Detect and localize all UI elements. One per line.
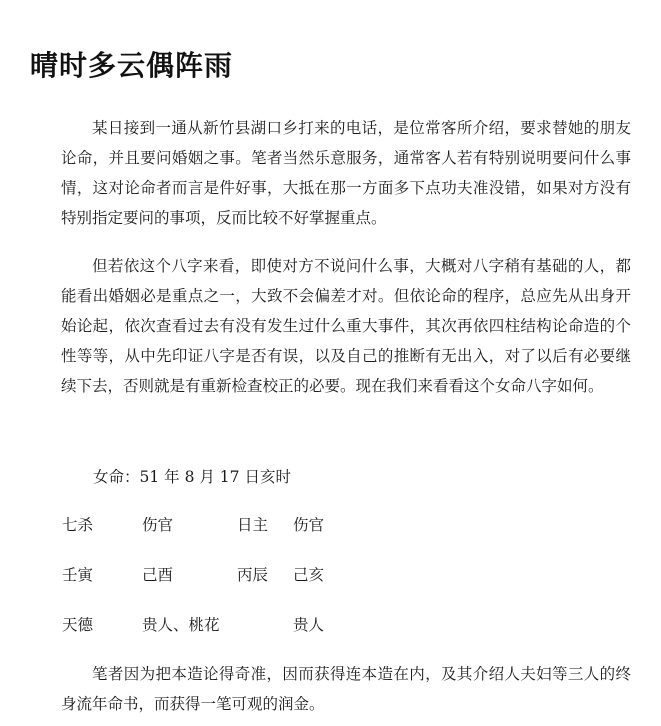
bazi-cell: 天德 <box>62 616 94 634</box>
bazi-cell: 己亥 <box>293 566 325 584</box>
bazi-cell: 伤官 <box>142 516 174 534</box>
bazi-row-ten-gods <box>62 511 622 539</box>
bazi-cell: 贵人、桃花 <box>142 616 220 634</box>
bazi-cell: 日主 <box>237 516 269 534</box>
birth-info-line: 女命：51 年 8 月 17 日亥时 <box>93 468 291 486</box>
bazi-cell: 伤官 <box>293 516 325 534</box>
bazi-cell: 己酉 <box>142 566 174 584</box>
paragraph-conclusion: 笔者因为把本造论得奇准，因而获得连本造在内，及其介绍人夫妇等三人的终身流年命书，而获得一笔可观的润金。 <box>61 665 631 713</box>
bazi-cell: 壬寅 <box>62 566 94 584</box>
bazi-cell: 丙辰 <box>237 566 269 584</box>
paragraph-intro: 某日接到一通从新竹县湖口乡打来的电话，是位常客所介绍，要求替她的朋友论命，并且要问婚姻之事。笔者当然乐意服务，通常客人若有特别说明要问什么事情，这对论命者而言是件好事，大抵在那一方面多下点功夫准没错，如果对方没有特别指定要问的事项，反而比较不好掌握重点。 <box>61 119 631 227</box>
paragraph-analysis: 但若依这个八字来看，即使对方不说问什么事，大概对八字稍有基础的人，都能看出婚姻必是重点之一，大致不会偏差才对。但依论命的程序，总应先从出身开始论起，依次查看过去有没有发生过什么重大事件，其次再依四柱结构论命造的个性等等，从中先印证八字是否有误，以及自己的推断有无出入，对了以后有必要继续下去，否则就是有重新检查校正的必要。现在我们来看看这个女命八字如何。 <box>61 257 631 395</box>
bazi-cell: 贵人 <box>293 616 325 634</box>
article-title: 晴时多云偶阵雨 <box>30 49 234 82</box>
bazi-cell: 七杀 <box>62 516 94 534</box>
bazi-row-pillars <box>62 561 622 589</box>
bazi-row-stars <box>62 611 622 639</box>
